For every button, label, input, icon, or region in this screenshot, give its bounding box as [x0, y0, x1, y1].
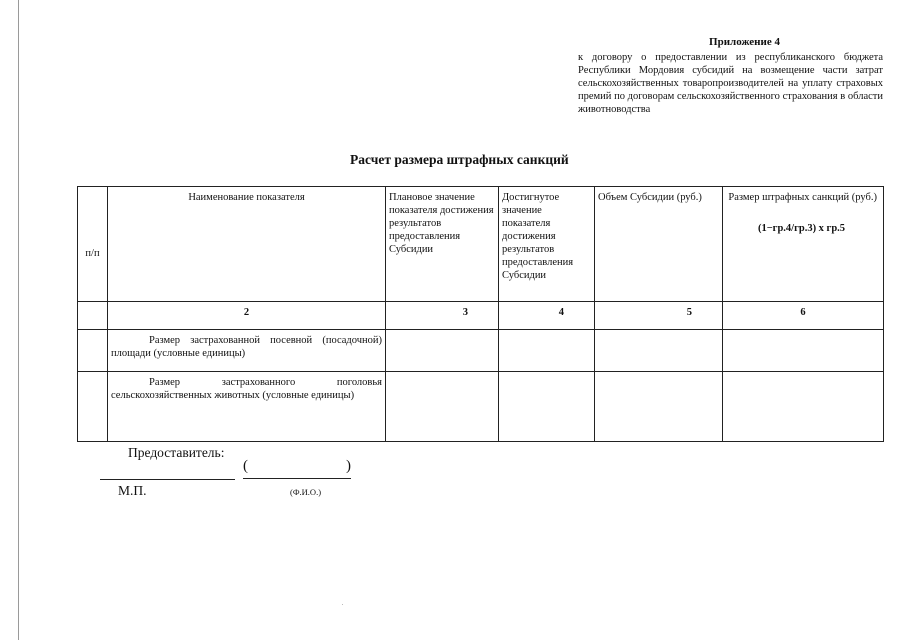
header-penalty: Размер штрафных санкций (руб.)	[728, 192, 877, 203]
table-cell	[499, 372, 595, 442]
table-cell	[78, 372, 108, 442]
fio-caption: (Ф.И.О.)	[290, 487, 322, 497]
table-header-row	[78, 187, 884, 302]
column-number: 2	[108, 302, 386, 330]
page-left-edge	[18, 0, 19, 640]
fio-close-paren: )	[346, 458, 351, 474]
table-cell	[595, 330, 723, 372]
header-penalty-cell	[723, 187, 884, 302]
column-number-empty	[78, 302, 108, 330]
signature-line	[100, 479, 235, 480]
table-cell	[386, 372, 499, 442]
penalty-table	[77, 186, 884, 442]
header-formula: (1−гр.4/гр.3) х гр.5	[757, 223, 846, 234]
row-name: Размер застрахованного поголовья сельскохозяйственных животных (условные единицы)	[108, 372, 386, 442]
scan-speck	[342, 604, 343, 605]
table-row	[78, 372, 884, 442]
column-number-row	[78, 302, 884, 330]
column-number: 4	[499, 302, 595, 330]
appendix-block	[578, 36, 883, 116]
table-cell	[723, 372, 884, 442]
header-volume: Объем Субсидии (руб.)	[595, 187, 723, 302]
column-number: 6	[723, 302, 884, 330]
header-num: п/п	[78, 187, 108, 302]
appendix-title: Приложение 4	[709, 36, 780, 48]
document-title: Расчет размера штрафных санкций	[350, 152, 569, 167]
row-name: Размер застрахованной посевной (посадочной) площади (условные единицы)	[108, 330, 386, 372]
table-cell	[386, 330, 499, 372]
fio-open-paren: (	[243, 458, 248, 474]
column-number: 5	[595, 302, 723, 330]
table-cell	[723, 330, 884, 372]
table-cell	[78, 330, 108, 372]
table-cell	[499, 330, 595, 372]
header-name: Наименование показателя	[108, 187, 386, 302]
signature-label: Предоставитель:	[128, 445, 225, 460]
header-achieved: Достигнутое значение показателя достижения результатов предоставления Субсидии	[499, 187, 595, 302]
appendix-text: к договору о предоставлении из республиканского бюджета Республики Мордовия субсидий на возмещение части затрат сельскохозяйственных товаропроизводителей на уплату страховых премий по договорам сельскохозяйственного страхования в области животноводства	[578, 52, 883, 115]
table-row	[78, 330, 884, 372]
stamp-label: М.П.	[118, 483, 147, 498]
table-cell	[595, 372, 723, 442]
column-number: 3	[386, 302, 499, 330]
fio-field	[243, 458, 351, 479]
header-planned: Плановое значение показателя достижения результатов предоставления Субсидии	[386, 187, 499, 302]
